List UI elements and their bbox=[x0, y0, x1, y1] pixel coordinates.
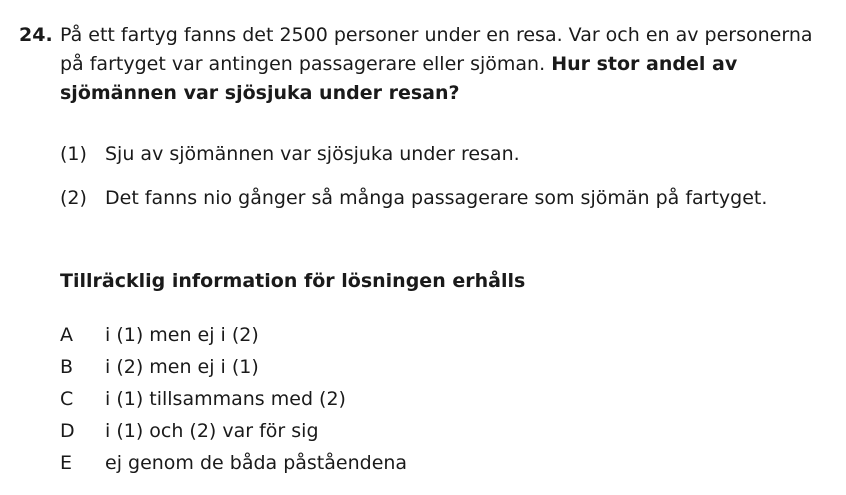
option-d-text: i (1) och (2) var för sig bbox=[105, 420, 319, 442]
option-e-text: ej genom de båda påståendena bbox=[105, 452, 408, 474]
instruction-heading: Tillräcklig information för lösningen erhålls bbox=[60, 270, 526, 292]
option-a-text: i (1) men ej i (2) bbox=[105, 324, 259, 346]
statement-1-text: Sju av sjömännen var sjösjuka under resan. bbox=[105, 143, 520, 165]
statement-1 bbox=[60, 141, 520, 167]
statement-2 bbox=[60, 185, 767, 211]
question-text-plain: På ett fartyg fanns det 2500 personer under en resa. Var och en av personerna på fartyget var antingen passagerare eller sjöman. bbox=[60, 24, 813, 75]
option-b-letter: B bbox=[60, 356, 74, 378]
option-e-letter: E bbox=[60, 452, 73, 474]
option-c bbox=[60, 386, 407, 418]
option-c-text: i (1) tillsammans med (2) bbox=[105, 388, 346, 410]
question-text bbox=[60, 21, 835, 108]
option-e bbox=[60, 450, 407, 482]
option-a-letter: A bbox=[60, 324, 73, 346]
question-number: 24. bbox=[19, 24, 53, 46]
statement-2-label: (2) bbox=[60, 187, 87, 209]
option-d-letter: D bbox=[60, 420, 75, 442]
option-a bbox=[60, 322, 407, 354]
option-c-letter: C bbox=[60, 388, 74, 410]
question-text-bold: Hur stor andel av sjömännen var sjösjuka under resan? bbox=[60, 53, 738, 104]
option-b bbox=[60, 354, 407, 386]
answer-options bbox=[60, 322, 407, 482]
statement-1-label: (1) bbox=[60, 143, 87, 165]
option-b-text: i (2) men ej i (1) bbox=[105, 356, 259, 378]
statement-2-text: Det fanns nio gånger så många passagerare som sjömän på fartyget. bbox=[105, 187, 768, 209]
option-d bbox=[60, 418, 407, 450]
